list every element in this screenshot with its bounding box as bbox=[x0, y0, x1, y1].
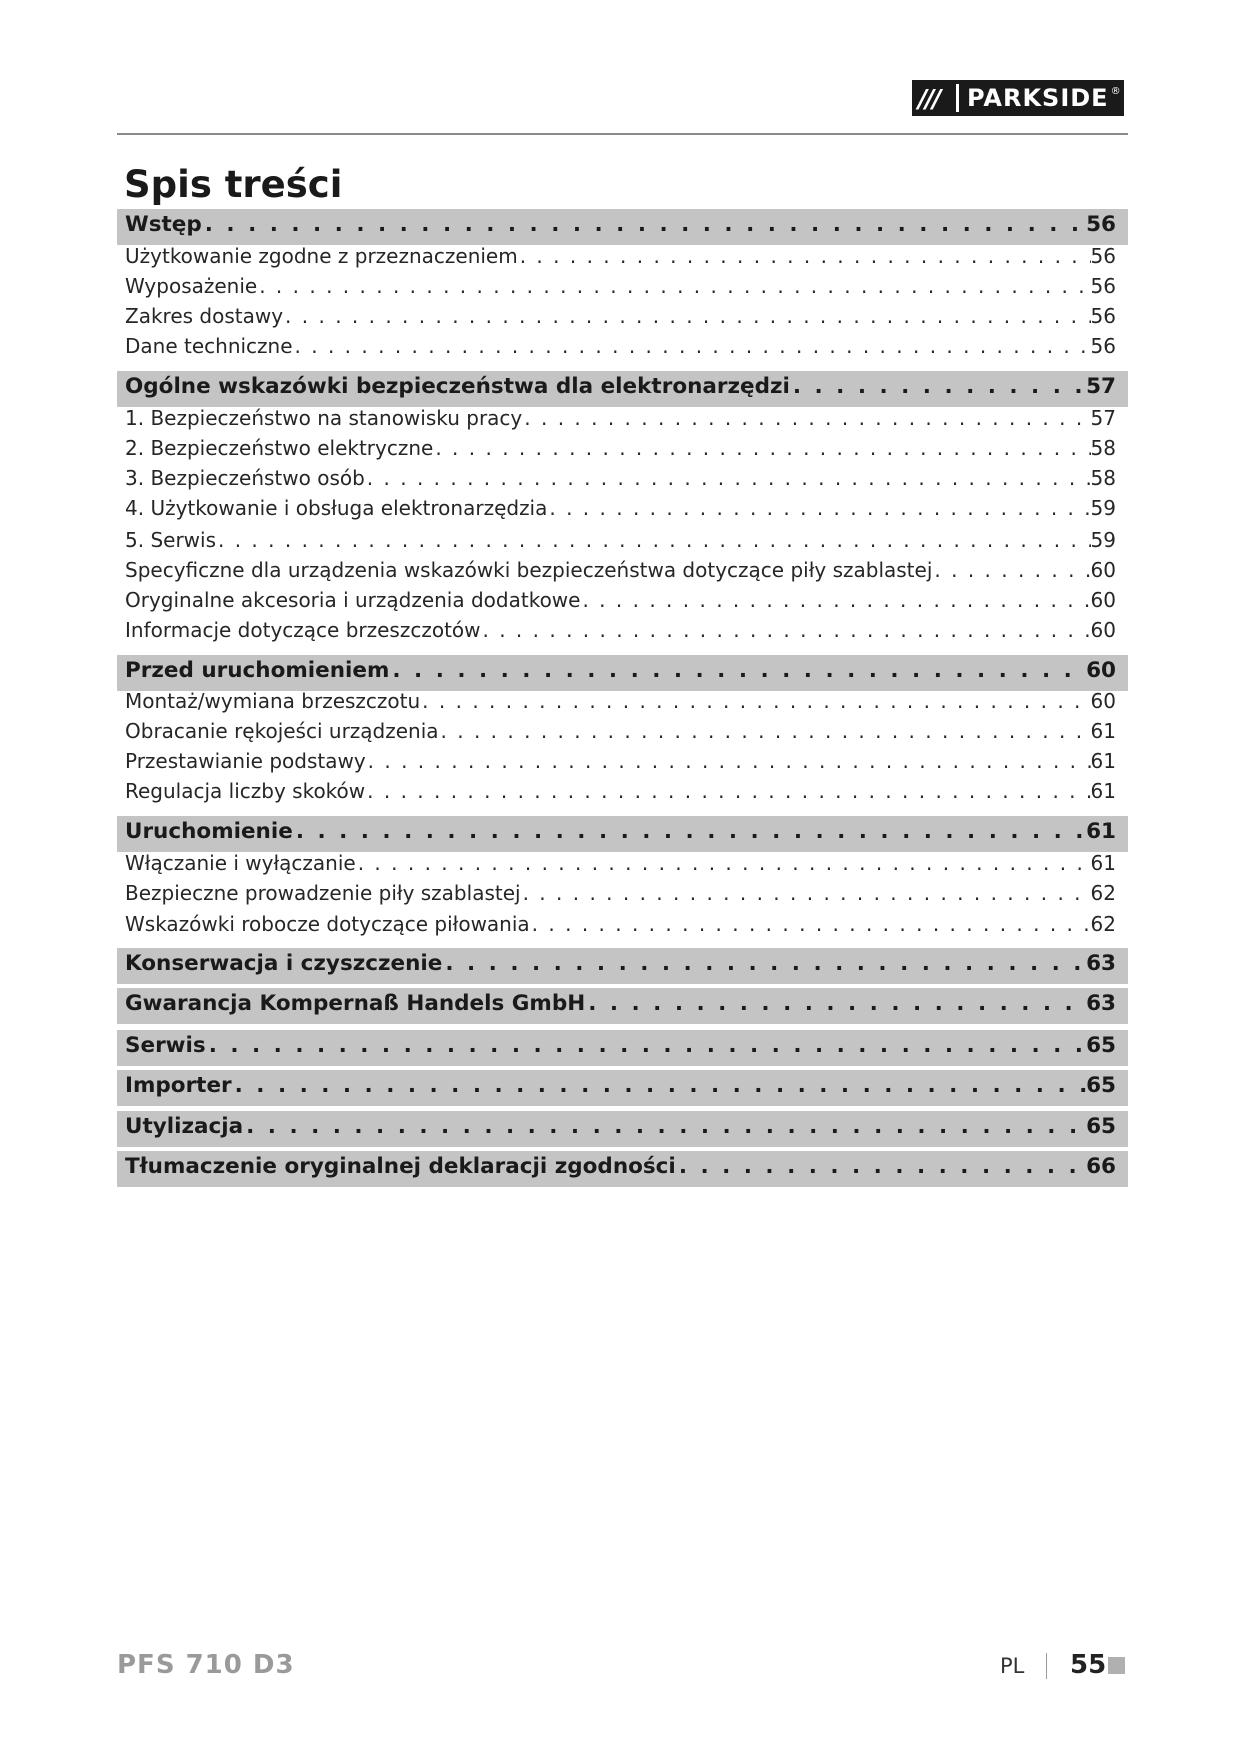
toc-label: 2. Bezpieczeństwo elektryczne bbox=[125, 436, 434, 460]
toc-row-content bbox=[125, 819, 1116, 844]
toc-page-number: 59 bbox=[1090, 496, 1116, 520]
toc-leader-dots bbox=[420, 689, 1090, 713]
toc-label: Użytkowanie zgodne z przeznaczeniem bbox=[125, 244, 518, 268]
toc-label: 1. Bezpieczeństwo na stanowisku pracy bbox=[125, 406, 523, 430]
table-of-contents bbox=[117, 0, 1128, 1754]
toc-leader-dots bbox=[365, 466, 1091, 490]
toc-section-row bbox=[117, 948, 1128, 984]
toc-row-content bbox=[125, 528, 1116, 552]
toc-page-number: 56 bbox=[1086, 212, 1116, 237]
toc-leader-dots bbox=[356, 851, 1091, 875]
toc-section-row bbox=[117, 371, 1128, 407]
toc-section-row bbox=[117, 655, 1128, 691]
toc-section-row bbox=[117, 1030, 1128, 1066]
toc-row-content bbox=[125, 212, 1116, 237]
toc-row-content bbox=[125, 1033, 1116, 1058]
toc-row-content bbox=[125, 689, 1116, 713]
toc-row-content bbox=[125, 851, 1116, 875]
toc-page-number: 62 bbox=[1090, 912, 1116, 936]
toc-leader-dots bbox=[216, 528, 1091, 552]
toc-label: Konserwacja i czyszczenie bbox=[125, 951, 443, 976]
toc-leader-dots bbox=[547, 496, 1090, 520]
toc-row-content bbox=[125, 588, 1116, 612]
toc-row-content bbox=[125, 334, 1116, 358]
logo-slashes-icon: /// bbox=[918, 83, 940, 113]
toc-label: Uruchomienie bbox=[125, 819, 293, 844]
toc-page-number: 65 bbox=[1086, 1114, 1116, 1139]
toc-label: 3. Bezpieczeństwo osób bbox=[125, 466, 365, 490]
toc-page-number: 56 bbox=[1090, 334, 1116, 358]
toc-entry-row bbox=[117, 496, 1128, 526]
toc-label: Gwarancja Kompernaß Handels GmbH bbox=[125, 991, 586, 1016]
toc-label: Informacje dotyczące brzeszczotów bbox=[125, 618, 481, 642]
toc-leader-dots bbox=[790, 374, 1086, 399]
toc-entry-row bbox=[117, 274, 1128, 304]
toc-leader-dots bbox=[439, 719, 1091, 743]
square-icon bbox=[1108, 1657, 1125, 1674]
page-title: Spis treści bbox=[124, 163, 343, 206]
toc-leader-dots bbox=[365, 779, 1090, 803]
toc-row-content bbox=[125, 749, 1116, 773]
toc-label: Bezpieczne prowadzenie piły szablastej bbox=[125, 881, 521, 905]
toc-label: Przed uruchomieniem bbox=[125, 658, 390, 683]
toc-page-number: 60 bbox=[1090, 588, 1116, 612]
toc-leader-dots bbox=[433, 436, 1090, 460]
toc-page-number: 63 bbox=[1086, 991, 1116, 1016]
toc-page-number: 56 bbox=[1090, 274, 1116, 298]
toc-row-content bbox=[125, 912, 1116, 936]
toc-page-number: 61 bbox=[1090, 779, 1116, 803]
toc-section-row bbox=[117, 1111, 1128, 1147]
toc-entry-row bbox=[117, 851, 1128, 881]
toc-leader-dots bbox=[202, 212, 1086, 237]
toc-leader-dots bbox=[366, 749, 1091, 773]
toc-label: Montaż/wymiana brzeszczotu bbox=[125, 689, 421, 713]
toc-leader-dots bbox=[206, 1033, 1086, 1058]
toc-leader-dots bbox=[530, 912, 1091, 936]
toc-page-number: 61 bbox=[1090, 749, 1116, 773]
toc-row-content bbox=[125, 406, 1116, 430]
toc-page-number: 60 bbox=[1090, 558, 1116, 582]
toc-entry-row bbox=[117, 779, 1128, 809]
toc-entry-row bbox=[117, 528, 1128, 558]
toc-row-content bbox=[125, 244, 1116, 268]
toc-leader-dots bbox=[481, 618, 1091, 642]
toc-row-content bbox=[125, 496, 1116, 520]
toc-row-content bbox=[125, 274, 1116, 298]
toc-label: Wskazówki robocze dotyczące piłowania bbox=[125, 912, 530, 936]
toc-entry-row bbox=[117, 436, 1128, 466]
toc-leader-dots bbox=[580, 588, 1090, 612]
toc-entry-row bbox=[117, 466, 1128, 496]
toc-entry-row bbox=[117, 334, 1128, 364]
toc-entry-row bbox=[117, 881, 1128, 911]
toc-entry-row bbox=[117, 558, 1128, 588]
footer-language: PL bbox=[1000, 1654, 1025, 1678]
toc-label: Oryginalne akcesoria i urządzenia dodatkowe bbox=[125, 588, 581, 612]
toc-label: Regulacja liczby skoków bbox=[125, 779, 366, 803]
toc-leader-dots bbox=[676, 1154, 1086, 1179]
toc-entry-row bbox=[117, 618, 1128, 648]
toc-page-number: 62 bbox=[1090, 881, 1116, 905]
toc-entry-row bbox=[117, 304, 1128, 334]
toc-leader-dots bbox=[389, 658, 1086, 683]
toc-leader-dots bbox=[521, 881, 1091, 905]
toc-leader-dots bbox=[243, 1114, 1086, 1139]
toc-page-number: 63 bbox=[1086, 951, 1116, 976]
toc-row-content bbox=[125, 991, 1116, 1016]
toc-page-number: 57 bbox=[1086, 374, 1116, 399]
toc-entry-row bbox=[117, 244, 1128, 274]
toc-row-content bbox=[125, 1073, 1116, 1098]
toc-entry-row bbox=[117, 749, 1128, 779]
toc-page-number: 56 bbox=[1090, 304, 1116, 328]
toc-row-content bbox=[125, 466, 1116, 490]
toc-label: Wstęp bbox=[125, 212, 202, 237]
toc-label: Specyficzne dla urządzenia wskazówki bezpieczeństwa dotyczące piły szablastej bbox=[125, 558, 933, 582]
toc-row-content bbox=[125, 304, 1116, 328]
toc-row-content bbox=[125, 951, 1116, 976]
toc-page-number: 66 bbox=[1086, 1154, 1116, 1179]
toc-entry-row bbox=[117, 719, 1128, 749]
toc-page-number: 65 bbox=[1086, 1073, 1116, 1098]
toc-row-content bbox=[125, 881, 1116, 905]
toc-leader-dots bbox=[232, 1073, 1086, 1098]
footer-separator bbox=[1046, 1653, 1047, 1679]
toc-label: Utylizacja bbox=[125, 1114, 244, 1139]
toc-section-row bbox=[117, 1151, 1128, 1187]
toc-row-content bbox=[125, 374, 1116, 399]
logo-text: PARKSIDE bbox=[967, 84, 1109, 112]
toc-row-content bbox=[125, 719, 1116, 743]
toc-label: 5. Serwis bbox=[125, 528, 216, 552]
toc-leader-dots bbox=[293, 334, 1091, 358]
toc-row-content bbox=[125, 558, 1116, 582]
toc-page-number: 60 bbox=[1090, 689, 1116, 713]
toc-label: 4. Użytkowanie i obsługa elektronarzędzia bbox=[125, 496, 548, 520]
toc-leader-dots bbox=[293, 819, 1086, 844]
toc-label: Importer bbox=[125, 1073, 232, 1098]
toc-leader-dots bbox=[522, 406, 1090, 430]
toc-label: Wyposażenie bbox=[125, 274, 258, 298]
toc-label: Dane techniczne bbox=[125, 334, 293, 358]
toc-entry-row bbox=[117, 588, 1128, 618]
toc-leader-dots bbox=[257, 274, 1090, 298]
toc-label: Włączanie i wyłączanie bbox=[125, 851, 356, 875]
toc-row-content bbox=[125, 779, 1116, 803]
toc-section-row bbox=[117, 209, 1128, 245]
trademark-icon: ® bbox=[1110, 86, 1121, 97]
toc-row-content bbox=[125, 436, 1116, 460]
toc-entry-row bbox=[117, 912, 1128, 942]
toc-section-row bbox=[117, 988, 1128, 1024]
toc-leader-dots bbox=[518, 244, 1091, 268]
toc-leader-dots bbox=[442, 951, 1086, 976]
toc-page-number: 61 bbox=[1086, 819, 1116, 844]
toc-row-content bbox=[125, 1154, 1116, 1179]
toc-page-number: 58 bbox=[1090, 466, 1116, 490]
toc-section-row bbox=[117, 816, 1128, 852]
toc-row-content bbox=[125, 1114, 1116, 1139]
toc-page-number: 60 bbox=[1086, 658, 1116, 683]
toc-entry-row bbox=[117, 689, 1128, 719]
toc-page-number: 61 bbox=[1090, 719, 1116, 743]
toc-page-number: 56 bbox=[1090, 244, 1116, 268]
toc-leader-dots bbox=[585, 991, 1086, 1016]
toc-leader-dots bbox=[283, 304, 1091, 328]
toc-row-content bbox=[125, 618, 1116, 642]
toc-row-content bbox=[125, 658, 1116, 683]
toc-page-number: 57 bbox=[1090, 406, 1116, 430]
toc-label: Zakres dostawy bbox=[125, 304, 284, 328]
footer-model: PFS 710 D3 bbox=[117, 1650, 295, 1680]
toc-page-number: 61 bbox=[1090, 851, 1116, 875]
toc-entry-row bbox=[117, 406, 1128, 436]
toc-page-number: 59 bbox=[1090, 528, 1116, 552]
toc-label: Tłumaczenie oryginalnej deklaracji zgodności bbox=[125, 1154, 676, 1179]
toc-label: Przestawianie podstawy bbox=[125, 749, 366, 773]
toc-section-row bbox=[117, 1070, 1128, 1106]
toc-label: Ogólne wskazówki bezpieczeństwa dla elektronarzędzi bbox=[125, 374, 790, 399]
toc-label: Obracanie rękojeści urządzenia bbox=[125, 719, 439, 743]
footer-page-number: 55 bbox=[1070, 1650, 1107, 1680]
toc-page-number: 60 bbox=[1090, 618, 1116, 642]
toc-label: Serwis bbox=[125, 1033, 206, 1058]
toc-page-number: 65 bbox=[1086, 1033, 1116, 1058]
toc-page-number: 58 bbox=[1090, 436, 1116, 460]
toc-leader-dots bbox=[932, 558, 1090, 582]
